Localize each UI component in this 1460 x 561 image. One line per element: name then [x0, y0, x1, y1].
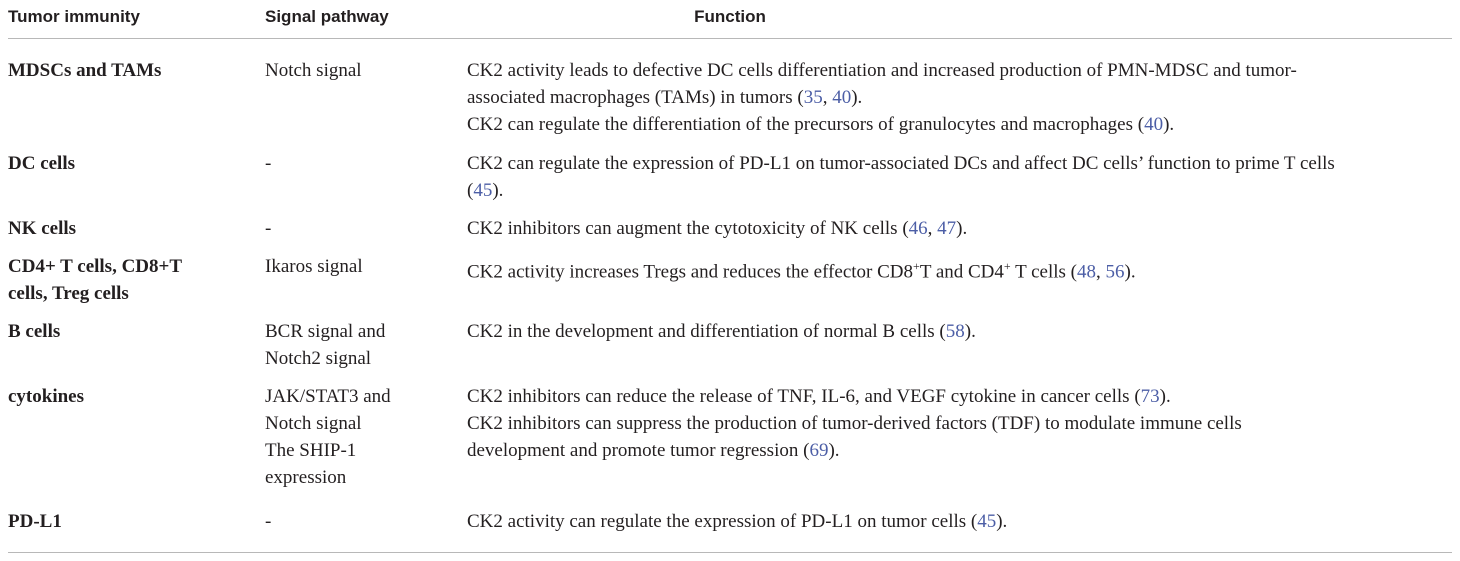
function-line — [467, 215, 1452, 242]
function-line — [467, 111, 1452, 138]
function-line — [467, 253, 1452, 285]
cell-line: cytokines — [8, 386, 84, 407]
reference-link[interactable]: 48 — [1077, 261, 1097, 283]
function-line — [467, 318, 1452, 345]
function-text: CK2 can regulate the differentiation of the precursors of granulocytes and macrophages ( — [467, 114, 1145, 135]
superscript: + — [913, 259, 920, 273]
function-line — [467, 84, 1452, 111]
reference-link[interactable]: 45 — [977, 511, 997, 532]
function-line — [467, 383, 1452, 410]
function-text: ( — [467, 180, 474, 201]
cell-function — [467, 150, 1452, 204]
function-text: CK2 activity increases Tregs and reduces the effector CD8 — [467, 261, 914, 283]
function-text: associated macrophages (TAMs) in tumors ( — [467, 87, 804, 108]
cell-tumor-immunity — [8, 150, 253, 177]
function-text: ). — [851, 87, 863, 108]
cell-line: expression — [265, 467, 347, 488]
bottom-rule — [8, 552, 1452, 553]
cell-line: JAK/STAT3 and — [265, 386, 391, 407]
function-line — [467, 437, 1452, 464]
function-text: CK2 activity can regulate the expression of PD-L1 on tumor cells ( — [467, 511, 978, 532]
cell-signal-pathway — [265, 57, 455, 84]
reference-link[interactable]: 73 — [1140, 386, 1160, 407]
reference-link[interactable]: 35 — [803, 87, 823, 108]
function-text: CK2 inhibitors can suppress the production of tumor-derived factors (TDF) to modulate immune cells — [467, 413, 1242, 434]
cell-function — [467, 215, 1452, 242]
cell-line: NK cells — [8, 218, 77, 239]
function-text: ). — [996, 511, 1008, 532]
cell-function — [467, 508, 1452, 535]
cell-line: B cells — [8, 321, 61, 342]
header-function: Function — [694, 7, 766, 26]
function-text: , — [1096, 261, 1106, 283]
cell-function — [467, 318, 1452, 345]
cell-function — [467, 253, 1452, 285]
cell-line: cells, Treg cells — [8, 283, 129, 304]
cell-signal-pathway — [265, 318, 455, 372]
reference-link[interactable]: 56 — [1105, 261, 1125, 283]
cell-tumor-immunity — [8, 508, 253, 535]
reference-link[interactable]: 47 — [937, 218, 957, 239]
function-text: CK2 inhibitors can augment the cytotoxicity of NK cells ( — [467, 218, 909, 239]
header-signal-pathway: Signal pathway — [265, 7, 389, 26]
header-tumor-immunity: Tumor immunity — [8, 7, 140, 26]
table — [8, 0, 1452, 532]
function-text: ). — [828, 440, 840, 461]
function-text: CK2 can regulate the expression of PD-L1 on tumor-associated DCs and affect DC cells’ function to prime T cells — [467, 153, 1335, 174]
function-line — [467, 57, 1452, 84]
cell-tumor-immunity — [8, 215, 253, 242]
cell-line: Notch signal — [265, 413, 362, 434]
cell-line: MDSCs and TAMs — [8, 60, 162, 81]
function-line — [467, 150, 1452, 177]
function-text: CK2 activity leads to defective DC cells differentiation and increased production of PMN-MDSC and tumor- — [467, 60, 1297, 81]
reference-link[interactable]: 69 — [809, 440, 829, 461]
function-text: ). — [1163, 114, 1175, 135]
function-text: CK2 in the development and differentiation of normal B cells ( — [467, 321, 946, 342]
cell-function — [467, 57, 1452, 138]
function-text: ). — [492, 180, 504, 201]
function-text: CK2 inhibitors can reduce the release of TNF, IL-6, and VEGF cytokine in cancer cells ( — [467, 386, 1141, 407]
function-text: T and CD4 — [919, 261, 1004, 283]
function-text: T cells ( — [1010, 261, 1078, 283]
reference-link[interactable]: 45 — [473, 180, 493, 201]
reference-link[interactable]: 58 — [945, 321, 965, 342]
cell-line: - — [265, 153, 272, 174]
function-line — [467, 410, 1452, 437]
cell-signal-pathway — [265, 508, 455, 535]
cell-tumor-immunity — [8, 57, 253, 84]
header-row — [8, 0, 1452, 38]
cell-signal-pathway — [265, 150, 455, 177]
cell-line: CD4+ T cells, CD8+T — [8, 256, 183, 277]
cell-line: DC cells — [8, 153, 76, 174]
function-text: ). — [964, 321, 976, 342]
cell-tumor-immunity — [8, 318, 253, 345]
function-text: , — [927, 218, 938, 239]
cell-signal-pathway — [265, 253, 455, 280]
cell-line: PD-L1 — [8, 511, 62, 532]
superscript: + — [1003, 259, 1011, 273]
cell-line: The SHIP-1 — [265, 440, 357, 461]
cell-function — [467, 383, 1452, 464]
function-text: ). — [1124, 261, 1136, 283]
function-text: ). — [1159, 386, 1171, 407]
cell-line: Ikaros signal — [265, 256, 363, 277]
cell-line: Notch signal — [265, 60, 362, 81]
header-rule — [8, 38, 1452, 39]
cell-line: - — [265, 511, 272, 532]
cell-line: Notch2 signal — [265, 348, 372, 369]
reference-link[interactable]: 40 — [1144, 114, 1164, 135]
reference-link[interactable]: 40 — [832, 87, 852, 108]
function-text: , — [822, 87, 833, 108]
cell-tumor-immunity — [8, 253, 253, 307]
function-text: ). — [956, 218, 968, 239]
function-line — [467, 177, 1452, 204]
cell-signal-pathway — [265, 215, 455, 242]
function-text: development and promote tumor regression ( — [467, 440, 810, 461]
reference-link[interactable]: 46 — [908, 218, 928, 239]
cell-signal-pathway — [265, 383, 455, 491]
cell-line: BCR signal and — [265, 321, 386, 342]
function-line — [467, 508, 1452, 535]
cell-line: - — [265, 218, 272, 239]
cell-tumor-immunity — [8, 383, 253, 410]
